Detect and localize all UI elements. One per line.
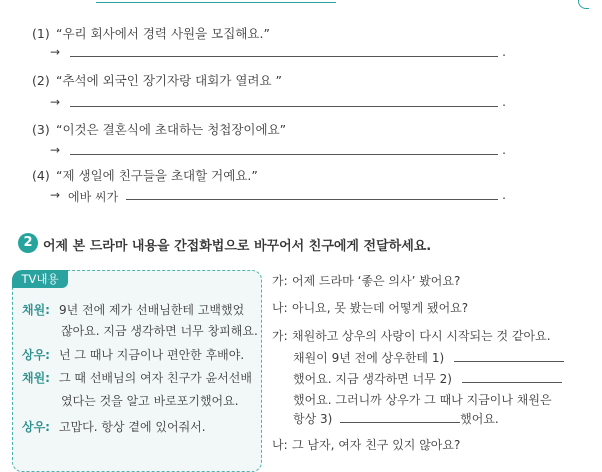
period: . — [502, 45, 506, 59]
dialog-line — [272, 299, 468, 316]
exercise-2-sentence — [32, 71, 282, 89]
tv-speaker: 상우: — [22, 420, 50, 434]
arrow-icon: → — [50, 188, 61, 202]
arrow-icon: → — [50, 143, 61, 157]
answer-prefix: 에바 씨가 — [68, 190, 119, 204]
tv-line: 였다는 것을 알고 바로포기했어요. — [61, 394, 239, 408]
exercise-quote: “이것은 결혼식에 초대하는 청첩장이에요” — [55, 122, 287, 137]
dialog-speaker: 나: — [272, 301, 288, 315]
top-corner-decoration — [578, 0, 589, 9]
dialog-line — [272, 436, 460, 453]
exercise-2-answer-line[interactable] — [50, 95, 506, 109]
exercise-quote: “제 생일에 친구들을 초대할 거예요.” — [55, 168, 258, 183]
answer-blank[interactable] — [70, 56, 498, 57]
exercise-number: (1) — [32, 26, 50, 41]
tv-line: 잖아요. 지금 생각하면 너무 창피해요. — [61, 324, 258, 338]
dialog-speaker: 가: — [272, 274, 288, 288]
dialog-continuation — [293, 370, 562, 387]
arrow-icon: → — [50, 45, 61, 59]
tv-speaker: 상우: — [22, 348, 50, 362]
dialog-text: 했어요. 그러니까 상우가 그 때나 지금이나 채원은 — [293, 393, 552, 407]
dialog-text: 그 남자, 여자 친구 있지 않아요? — [292, 438, 461, 452]
dialog-continuation — [293, 410, 499, 427]
dialog-text: 항상 3) — [293, 412, 333, 426]
dialog-text: 채원하고 상우의 사랑이 다시 시작되는 것 같아요. — [292, 329, 551, 343]
answer-blank[interactable] — [126, 199, 498, 200]
top-rule — [96, 2, 336, 3]
answer-blank[interactable] — [70, 154, 498, 155]
dialog-continuation — [293, 349, 564, 366]
tv-speaker: 채원: — [22, 371, 50, 385]
exercise-quote: “추석에 외국인 장기자랑 대회가 열려요 ” — [55, 73, 283, 88]
dialog-line — [272, 327, 551, 344]
dialog-continuation — [293, 391, 552, 408]
tv-line: 9년 전에 제가 선배님한테 고백했었 — [59, 303, 245, 317]
exercise-3-answer-line[interactable] — [50, 143, 506, 157]
exercise-number: (3) — [32, 122, 50, 137]
exercise-4-sentence — [32, 166, 258, 184]
tv-content-label: TV내용 — [12, 270, 68, 288]
tv-line: 넌 그 때나 지금이나 편안한 후배야. — [59, 348, 245, 362]
dialog-text: 채원이 9년 전에 상우한테 1) — [293, 351, 445, 365]
exercise-quote: “우리 회사에서 경력 사원을 모집해요.” — [55, 26, 270, 41]
exercise-4-answer-line[interactable] — [50, 188, 506, 202]
tv-speaker: 채원: — [22, 303, 50, 317]
section-number-badge: 2 — [18, 233, 38, 253]
blank-3[interactable] — [340, 422, 460, 423]
exercise-1-sentence — [32, 24, 270, 42]
dialog-text: 아니요, 못 봤는데 어떻게 됐어요? — [292, 301, 469, 315]
period: . — [502, 188, 506, 202]
exercise-number: (4) — [32, 168, 50, 183]
exercise-number: (2) — [32, 73, 50, 88]
period: . — [502, 143, 506, 157]
tv-line: 고맙다. 항상 곁에 있어줘서. — [59, 420, 206, 434]
period: . — [502, 95, 506, 109]
answer-blank[interactable] — [70, 106, 498, 107]
tv-line: 그 때 선배님의 여자 친구가 윤서선배 — [59, 371, 252, 385]
exercise-1-answer-line[interactable] — [50, 45, 506, 59]
exercise-3-sentence — [32, 120, 286, 138]
dialog-speaker: 가: — [272, 329, 288, 343]
dialog-speaker: 나: — [272, 438, 288, 452]
dialog-line — [272, 272, 460, 289]
dialog-text: 했어요. — [460, 412, 499, 426]
blank-2[interactable] — [462, 382, 562, 383]
dialog-text: 어제 드라마 ‘좋은 의사’ 봤어요? — [292, 274, 461, 288]
section-instruction: 어제 본 드라마 내용을 간접화법으로 바꾸어서 친구에게 전달하세요. — [43, 239, 432, 254]
blank-1[interactable] — [454, 361, 564, 362]
arrow-icon: → — [50, 95, 61, 109]
dialog-text: 했어요. 지금 생각하면 너무 2) — [293, 372, 452, 386]
